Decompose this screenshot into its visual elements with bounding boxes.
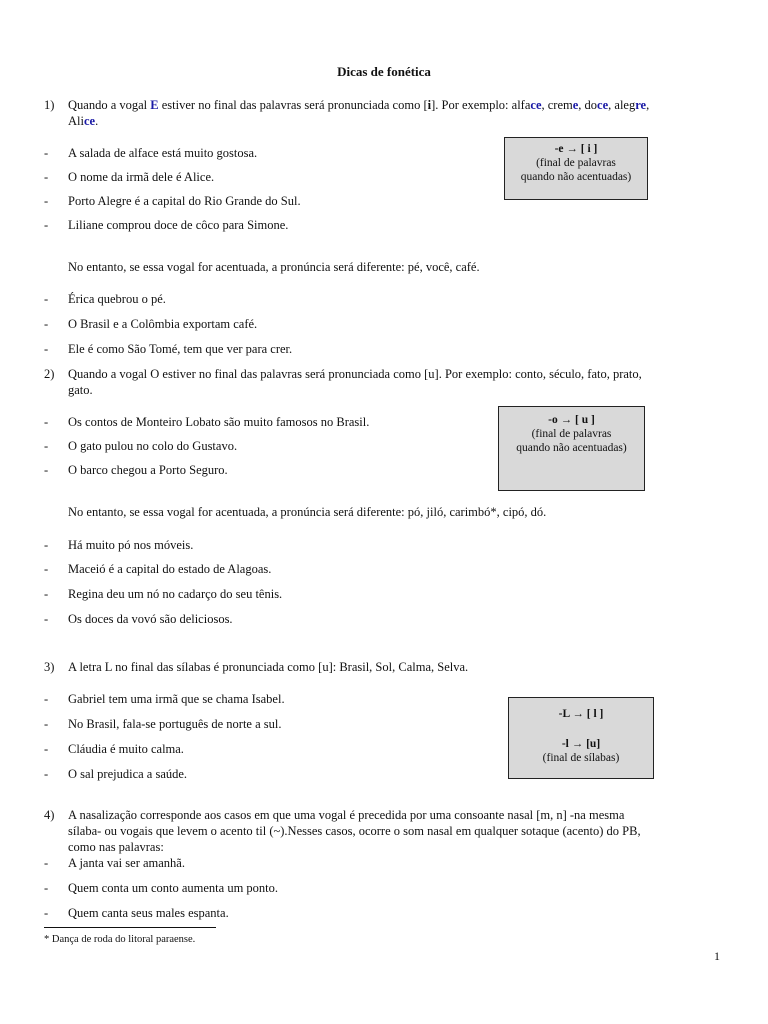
example-line: - Liliane comprou doce de côco para Simone. <box>44 218 289 232</box>
example-text: O gato pulou no colo do Gustavo. <box>68 439 238 453</box>
example-line: - Os doces da vovó são deliciosos. <box>44 612 233 626</box>
footnote-divider <box>44 927 216 928</box>
example-line: - Quem conta um conto aumenta um ponto. <box>44 881 279 895</box>
section-1-intro-line2 <box>68 113 98 129</box>
rule-box-title: -L → [ l ] <box>558 708 604 720</box>
section-1-intro <box>44 97 720 113</box>
rule-box-title: -o → [ u ] <box>548 414 595 426</box>
section-1-number: 1) <box>44 98 55 112</box>
section-4-intro-line2: sílaba- ou vogais que levem o acento til (~).Nesses casos, ocorre o som nasal em qualquer sotaque (acento) do PB, <box>68 824 641 838</box>
example-line: - Maceió é a capital do estado de Alagoas. <box>44 562 272 576</box>
text-span: , aleg <box>608 98 636 112</box>
section-4-intro <box>44 807 625 823</box>
example-line: - A salada de alface está muito gostosa. <box>44 146 258 160</box>
example-line: - O barco chegou a Porto Seguro. <box>44 463 228 477</box>
rule-box-l <box>508 697 654 779</box>
rule-box-title: -e → [ i ] <box>554 143 598 155</box>
example-line: - No Brasil, fala-se português de norte a sul. <box>44 717 282 731</box>
text-span: Quando a vogal <box>68 98 151 112</box>
example-line: - Gabriel tem uma irmã que se chama Isabel. <box>44 692 285 706</box>
rule-box-line: -l → [u] <box>561 738 601 750</box>
example-text: A salada de alface está muito gostosa. <box>68 146 258 160</box>
text-span: Ali <box>68 114 84 128</box>
example-line: - A janta vai ser amanhã. <box>44 856 185 870</box>
example-line: - Érica quebrou o pé. <box>44 292 166 306</box>
rule-box-line: (final de palavras <box>531 428 612 440</box>
example-line: - Cláudia é muito calma. <box>44 742 184 756</box>
highlight-span: ce <box>597 98 609 112</box>
example-text: Liliane comprou doce de côco para Simone. <box>68 218 289 232</box>
rule-box-line: quando não acentuadas) <box>516 442 627 454</box>
section-4-intro-line3: como nas palavras: <box>68 840 164 854</box>
example-text: Érica quebrou o pé. <box>68 292 166 306</box>
example-line: - Os contos de Monteiro Lobato são muito famosos no Brasil. <box>44 415 370 429</box>
example-line: - Regina deu um nó no cadarço do seu tênis. <box>44 587 283 601</box>
text-span: . <box>95 114 99 128</box>
example-line: - O gato pulou no colo do Gustavo. <box>44 439 238 453</box>
highlight-span: ce <box>83 114 96 128</box>
rule-box-line: quando não acentuadas) <box>520 171 632 183</box>
highlight-span: re <box>635 98 647 112</box>
section-3-number: 3) <box>44 660 55 674</box>
example-text: Ele é como São Tomé, tem que ver para crer. <box>68 342 293 356</box>
rule-box-line: (final de sílabas) <box>542 752 620 764</box>
example-text: Quem canta seus males espanta. <box>68 906 229 920</box>
highlight-span: ce <box>530 98 542 112</box>
highlight-span: e <box>572 98 579 112</box>
footnote: * Dança de roda do litoral paraense. <box>44 934 196 945</box>
example-text: Os doces da vovó são deliciosos. <box>68 612 233 626</box>
example-line: - O nome da irmã dele é Alice. <box>44 170 215 184</box>
phonetic-symbol: i <box>427 98 432 112</box>
example-text: O barco chegou a Porto Seguro. <box>68 463 228 477</box>
example-text: No Brasil, fala-se português de norte a sul. <box>68 717 282 731</box>
text-span: A letra L no final das sílabas é pronunciada como [u]: Brasil, Sol, Calma, Selva. <box>68 660 469 674</box>
section-2-intro <box>44 366 642 382</box>
example-line: - Ele é como São Tomé, tem que ver para crer. <box>44 342 293 356</box>
page-title: Dicas de fonética <box>337 64 431 79</box>
example-text: A janta vai ser amanhã. <box>68 856 185 870</box>
text-span: estiver no final das palavras será pronunciada como [ <box>158 98 428 112</box>
example-line: - Porto Alegre é a capital do Rio Grande do Sul. <box>44 194 301 208</box>
section-2-number: 2) <box>44 367 55 381</box>
text-span: , do <box>578 98 598 112</box>
example-text: O nome da irmã dele é Alice. <box>68 170 215 184</box>
rule-box-o <box>498 406 645 491</box>
example-line: - Quem canta seus males espanta. <box>44 906 229 920</box>
text-span: , <box>646 98 650 112</box>
text-span: A nasalização corresponde aos casos em que uma vogal é precedida por uma consoante nasal [m, n] -na mesma <box>68 808 625 822</box>
rule-box-e <box>504 137 648 200</box>
page-number: 1 <box>714 949 720 963</box>
highlight-span: E <box>150 98 159 112</box>
example-line: - Há muito pó nos móveis. <box>44 538 194 552</box>
example-text: Porto Alegre é a capital do Rio Grande do Sul. <box>68 194 301 208</box>
example-line: - O sal prejudica a saúde. <box>44 767 188 781</box>
text-span: ]. Por exemplo: alfa <box>431 98 531 112</box>
example-text: Quem conta um conto aumenta um ponto. <box>68 881 279 895</box>
example-text: Regina deu um nó no cadarço do seu tênis. <box>68 587 283 601</box>
section-1-note: No entanto, se essa vogal for acentuada, a pronúncia será diferente: pé, você, café. <box>68 260 480 274</box>
section-3-intro <box>44 659 469 675</box>
section-2-intro-line2: gato. <box>68 383 93 397</box>
example-text: O Brasil e a Colômbia exportam café. <box>68 317 258 331</box>
example-text: O sal prejudica a saúde. <box>68 767 188 781</box>
section-2-note: No entanto, se essa vogal for acentuada, a pronúncia será diferente: pó, jiló, carimbó*, cipó, dó. <box>68 505 547 519</box>
example-text: Cláudia é muito calma. <box>68 742 184 756</box>
example-text: Gabriel tem uma irmã que se chama Isabel. <box>68 692 285 706</box>
example-text: Maceió é a capital do estado de Alagoas. <box>68 562 272 576</box>
rule-box-line: (final de palavras <box>536 157 616 169</box>
section-4-number: 4) <box>44 808 55 822</box>
example-line: - O Brasil e a Colômbia exportam café. <box>44 317 258 331</box>
text-span: , crem <box>541 98 573 112</box>
example-text: Há muito pó nos móveis. <box>68 538 194 552</box>
example-text: Os contos de Monteiro Lobato são muito famosos no Brasil. <box>68 415 370 429</box>
text-span: Quando a vogal O estiver no final das palavras será pronunciada como [u]. Por exemplo: conto, século, fato, prato, <box>68 367 642 381</box>
